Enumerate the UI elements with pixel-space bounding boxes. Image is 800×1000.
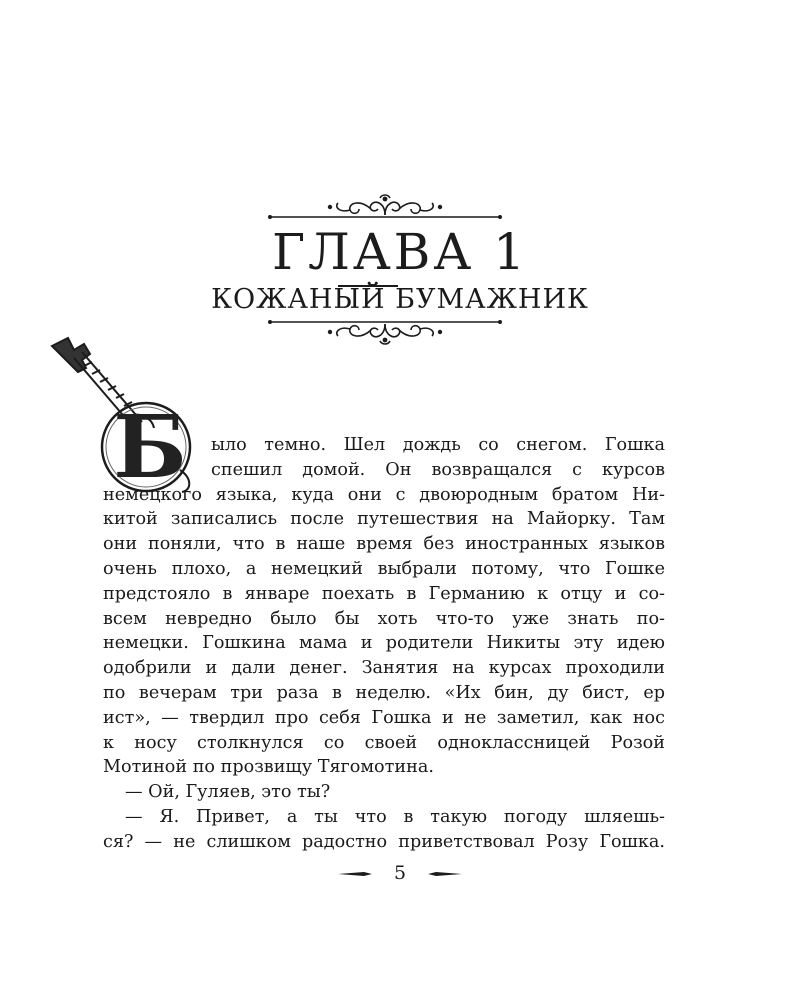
text-line: к носу столкнулся со своей одноклассницей Розой	[103, 732, 665, 753]
paragraph-3	[103, 805, 665, 855]
text-line: по вечерам три раза в неделю. «Их бин, ду бист, ер	[103, 682, 665, 703]
text-line: Мотиной по прозвищу Тягомотина.	[103, 757, 434, 778]
chapter-subtitle-block	[170, 283, 630, 317]
text-line: они поняли, что в наше время без иностранных языков	[103, 534, 665, 555]
text-line: китой записались после путешествия на Майорку. Там	[103, 509, 665, 530]
paragraph-2	[103, 780, 665, 805]
text-line: ыло темно. Шел дождь со снегом. Гошка	[211, 435, 665, 455]
text-line: — Я. Привет, а ты что в такую погоду шляешь-	[125, 806, 665, 827]
right-dash-ornament	[428, 869, 462, 879]
text-line: немецки. Гошкина мама и родители Никиты эту идею	[103, 633, 665, 654]
drop-cap-letter: Б	[113, 397, 187, 498]
page-number-block	[330, 860, 470, 886]
chapter-number: ГЛАВА 1	[271, 223, 528, 281]
top-ornament	[268, 193, 502, 223]
body-text	[103, 433, 665, 855]
page-number: 5	[393, 862, 407, 884]
text-line: ся? — не слишком радостно приветствовал Розу Гошка.	[103, 831, 665, 852]
text-line: предстояло в январе поехать в Германию к отцу и со-	[103, 583, 665, 604]
bottom-ornament	[268, 316, 502, 346]
text-line: немецкого языка, куда они с двоюродным братом Ни-	[103, 484, 665, 505]
text-line: — Ой, Гуляев, это ты?	[125, 782, 331, 803]
chapter-title: КОЖАНЫЙ БУМАЖНИК	[211, 284, 589, 315]
text-line: спешил домой. Он возвращался с курсов	[211, 459, 665, 480]
text-line: всем невредно было бы хоть что-то уже знать по-	[103, 608, 665, 629]
text-line: очень плохо, а немецкий выбрали потому, что Гошке	[103, 558, 665, 579]
text-line: одобрили и дали денег. Занятия на курсах проходили	[103, 658, 665, 679]
paragraph-1	[103, 433, 665, 780]
text-line: ист», — твердил про себя Гошка и не заметил, как нос	[103, 707, 665, 728]
